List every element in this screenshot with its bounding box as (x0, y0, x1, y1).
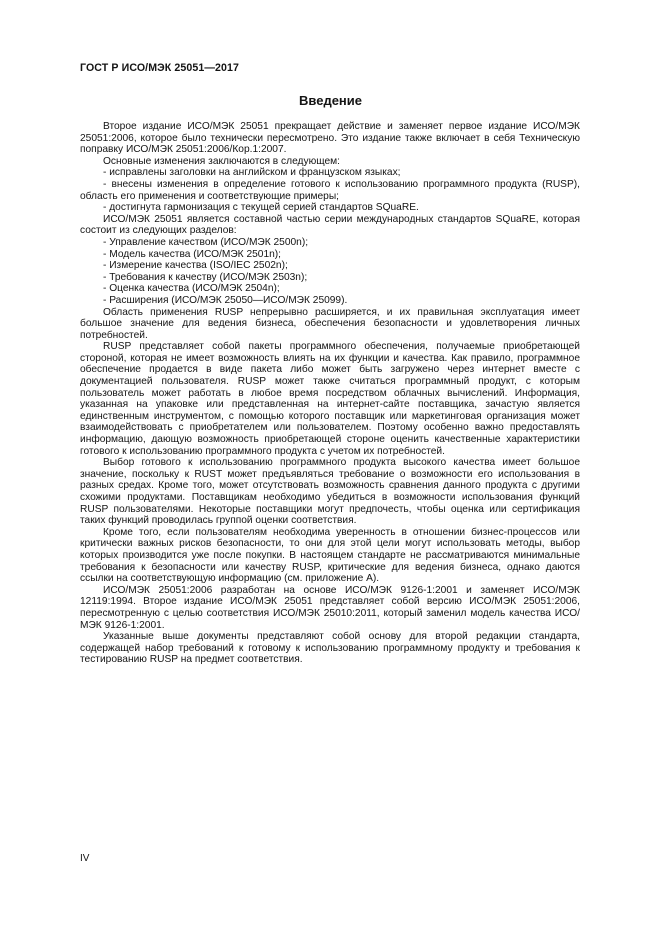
body-text (80, 121, 580, 666)
paragraph: Кроме того, если пользователям необходима уверенность в отношении бизнес-процессов или критически важных рисков безопасности, то они для этой цели могут использовать методы, выбор которых производится уже после покупки. В настоящем стандарте не рассматриваются минимальные требования к безопасности или качеству RUSP, критические для ведения бизнеса, однако даются ссылки на соответствующую информацию (см. приложение А). (80, 526, 580, 585)
paragraph: Второе издание ИСО/МЭК 25051 прекращает действие и заменяет первое издание ИСО/МЭК 25051:2006, которое было технически пересмотрено. Это издание также включает в себя Техническую поправку ИСО/МЭК 25051:2006/Кор.1:2007. (80, 121, 580, 156)
list-item: - Оценка качества (ИСО/МЭК 2504n); (103, 283, 280, 295)
paragraph: Выбор готового к использованию программного продукта высокого качества имеет большое значение, поскольку к RUST может предъявляться требование о возможности его использования в разных средах. Кроме того, может отсутствовать возможность сравнения данного продукта с другими схожими продуктами. Поставщикам необходимо убедиться в возможности использования функций RUSP пользователями. Некоторые поставщики могут предпочесть, чтобы оценка или сертификация таких функций проводилась группой оценки соответствия. (80, 457, 580, 527)
list-item: - исправлены заголовки на английском и французском языках; (103, 167, 401, 179)
list-item: - Измерение качества (ISO/IEC 2502n); (103, 260, 288, 272)
paragraph: ИСО/МЭК 25051 является составной частью серии международных стандартов SQuaRE, которая состоит из следующих разделов: (80, 213, 580, 237)
list-item: - Управление качеством (ИСО/МЭК 2500n); (103, 236, 309, 248)
running-header: ГОСТ Р ИСО/МЭК 25051—2017 (80, 62, 239, 74)
list-item: - Модель качества (ИСО/МЭК 2501n); (103, 248, 281, 260)
paragraph: RUSP представляет собой пакеты программного обеспечения, получаемые приобретающей стороной, которая не имеет возможность влиять на их функции и качества. Как правило, программное обеспечение продается в виде пакета либо может быть загружено через интернет вместе с документацией пользователя. RUSP может также считаться программный продукт, с которым пользователь может работать в любое время посредством облачных вычислений. Информация, указанная на упаковке или представленная на интернет-сайте поставщика, зачастую является единственным инструментом, с помощью которого поставщик или маркетинговая организация может взаимодействовать с приобретателем или пользователем. Поэтому особенно важно предоставлять информацию, дающую возможность приобретающей стороне оценить качественные характеристики готового к использованию программного продукта с учетом их потребностей. (80, 341, 580, 457)
paragraph: Указанные выше документы представляют собой основу для второй редакции стандарта, содержащей набор требований к готовому к использованию программному продукту и требования к тестированию RUSP на предмет соответствия. (80, 631, 580, 666)
section-title: Введение (299, 93, 362, 108)
list-item: - Требования к качеству (ИСО/МЭК 2503n); (103, 271, 308, 283)
paragraph: Область применения RUSP непрерывно расширяется, и их правильная эксплуатация имеет большое значение для ведения бизнеса, обеспечения безопасности и удовлетворения личных потребностей. (80, 306, 580, 341)
paragraph: Основные изменения заключаются в следующем: (103, 155, 340, 167)
list-item: - Расширения (ИСО/МЭК 25050—ИСО/МЭК 25099). (103, 294, 348, 306)
page-number: IV (80, 853, 90, 864)
paragraph: ИСО/МЭК 25051:2006 разработан на основе ИСО/МЭК 9126-1:2001 и заменяет ИСО/МЭК 12119:1994. Второе издание ИСО/МЭК 25051 представляет собой версию ИСО/МЭК 25051:2006, пересмотренную с целью соответствия ИСО/МЭК 25010:2011, который заменил модель качества ИСО/МЭК 9126-1:2001. (80, 584, 580, 631)
list-item: - достигнута гармонизация с текущей серией стандартов SQuaRE. (103, 202, 419, 214)
list-item: - внесены изменения в определение готового к использованию программного продукта (RUSP), область его применения и соответствующие примеры; (80, 178, 580, 202)
